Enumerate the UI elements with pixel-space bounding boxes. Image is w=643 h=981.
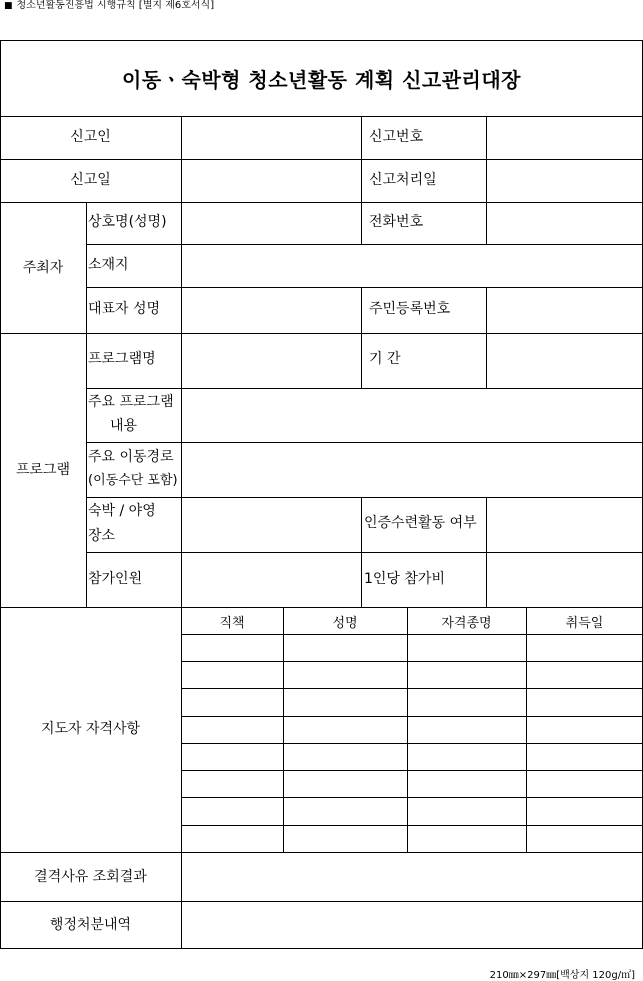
organizer-name-field[interactable] <box>182 203 361 244</box>
leaders-col-qualification: 자격종명 <box>441 616 492 631</box>
paper-spec-note: 210㎜×297㎜[백상지 120g/㎡] <box>489 970 635 981</box>
report-date-label: 신고일 <box>70 172 111 188</box>
report-process-date-label: 신고처리일 <box>369 172 437 188</box>
divider <box>361 116 362 202</box>
report-number-label: 신고번호 <box>369 129 424 145</box>
reporter-field[interactable] <box>182 117 361 159</box>
report-date-field[interactable] <box>182 160 361 202</box>
divider <box>181 716 643 717</box>
fee-field[interactable] <box>487 553 642 607</box>
program-period-label: 기 간 <box>369 351 401 367</box>
organizer-rep-name-field[interactable] <box>182 288 361 333</box>
outer-border-bottom <box>0 948 643 949</box>
admin-disposition-field[interactable] <box>182 902 642 948</box>
leaders-col-name: 성명 <box>332 616 358 631</box>
reporter-label: 신고인 <box>70 129 111 145</box>
program-name-label: 프로그램명 <box>88 351 156 367</box>
route-label-line1: 주요 이동경로 <box>88 449 174 465</box>
participants-label: 참가인원 <box>88 571 143 587</box>
divider <box>283 607 284 852</box>
organizer-resident-no-label: 주민등록번호 <box>369 301 451 317</box>
main-content-field[interactable] <box>182 389 642 442</box>
organizer-group-label: 주최자 <box>22 260 64 276</box>
divider <box>181 688 643 689</box>
main-content-label-line1: 주요 프로그램 <box>88 394 174 410</box>
divider <box>181 743 643 744</box>
organizer-phone-field[interactable] <box>487 203 642 244</box>
divider <box>181 797 643 798</box>
divider <box>407 607 408 852</box>
divider <box>361 333 362 388</box>
organizer-name-label: 상호명(성명) <box>88 214 167 230</box>
program-group-label: 프로그램 <box>15 462 71 478</box>
organizer-address-label: 소재지 <box>88 257 129 273</box>
divider <box>361 287 362 333</box>
route-field[interactable] <box>182 443 642 497</box>
program-name-field[interactable] <box>182 334 361 388</box>
divider <box>361 497 362 607</box>
organizer-address-field[interactable] <box>182 245 642 287</box>
admin-disposition-label: 행정처분내역 <box>49 917 132 933</box>
route-label-line2: (이동수단 포함) <box>88 473 178 488</box>
divider <box>181 661 643 662</box>
participants-field[interactable] <box>182 553 361 607</box>
organizer-phone-label: 전화번호 <box>369 214 424 230</box>
leaders-group-label: 지도자 자격사항 <box>40 721 141 737</box>
certification-label: 인증수련활동 여부 <box>364 515 477 531</box>
leaders-col-position: 직책 <box>219 616 245 631</box>
report-process-date-field[interactable] <box>487 160 642 202</box>
certification-field[interactable] <box>487 498 642 552</box>
divider <box>86 202 87 607</box>
fee-label: 1인당 참가비 <box>364 571 445 587</box>
divider <box>361 202 362 244</box>
lodging-label-line2: 장소 <box>88 528 116 544</box>
organizer-resident-no-field[interactable] <box>487 288 642 333</box>
form-title: 이동ㆍ숙박형 청소년활동 계획 신고관리대장 <box>122 67 521 92</box>
divider <box>526 607 527 852</box>
leaders-col-acquired-date: 취득일 <box>565 616 604 631</box>
divider <box>0 607 643 608</box>
organizer-rep-name-label: 대표자 성명 <box>88 301 161 317</box>
disqualification-label: 결격사유 조회결과 <box>34 869 147 885</box>
form-header-text: 청소년활동진흥법 시행규칙 [별지 제6호서식] <box>16 0 215 11</box>
report-number-field[interactable] <box>487 117 642 159</box>
divider <box>181 825 643 826</box>
lodging-label-line1: 숙박 / 야영 <box>88 503 156 519</box>
divider <box>181 770 643 771</box>
lodging-field[interactable] <box>182 498 361 552</box>
disqualification-field[interactable] <box>182 853 642 901</box>
divider <box>181 634 643 635</box>
main-content-label-line2: 내용 <box>110 418 138 434</box>
program-period-field[interactable] <box>487 334 642 388</box>
square-bullet-icon: ■ <box>4 1 13 11</box>
